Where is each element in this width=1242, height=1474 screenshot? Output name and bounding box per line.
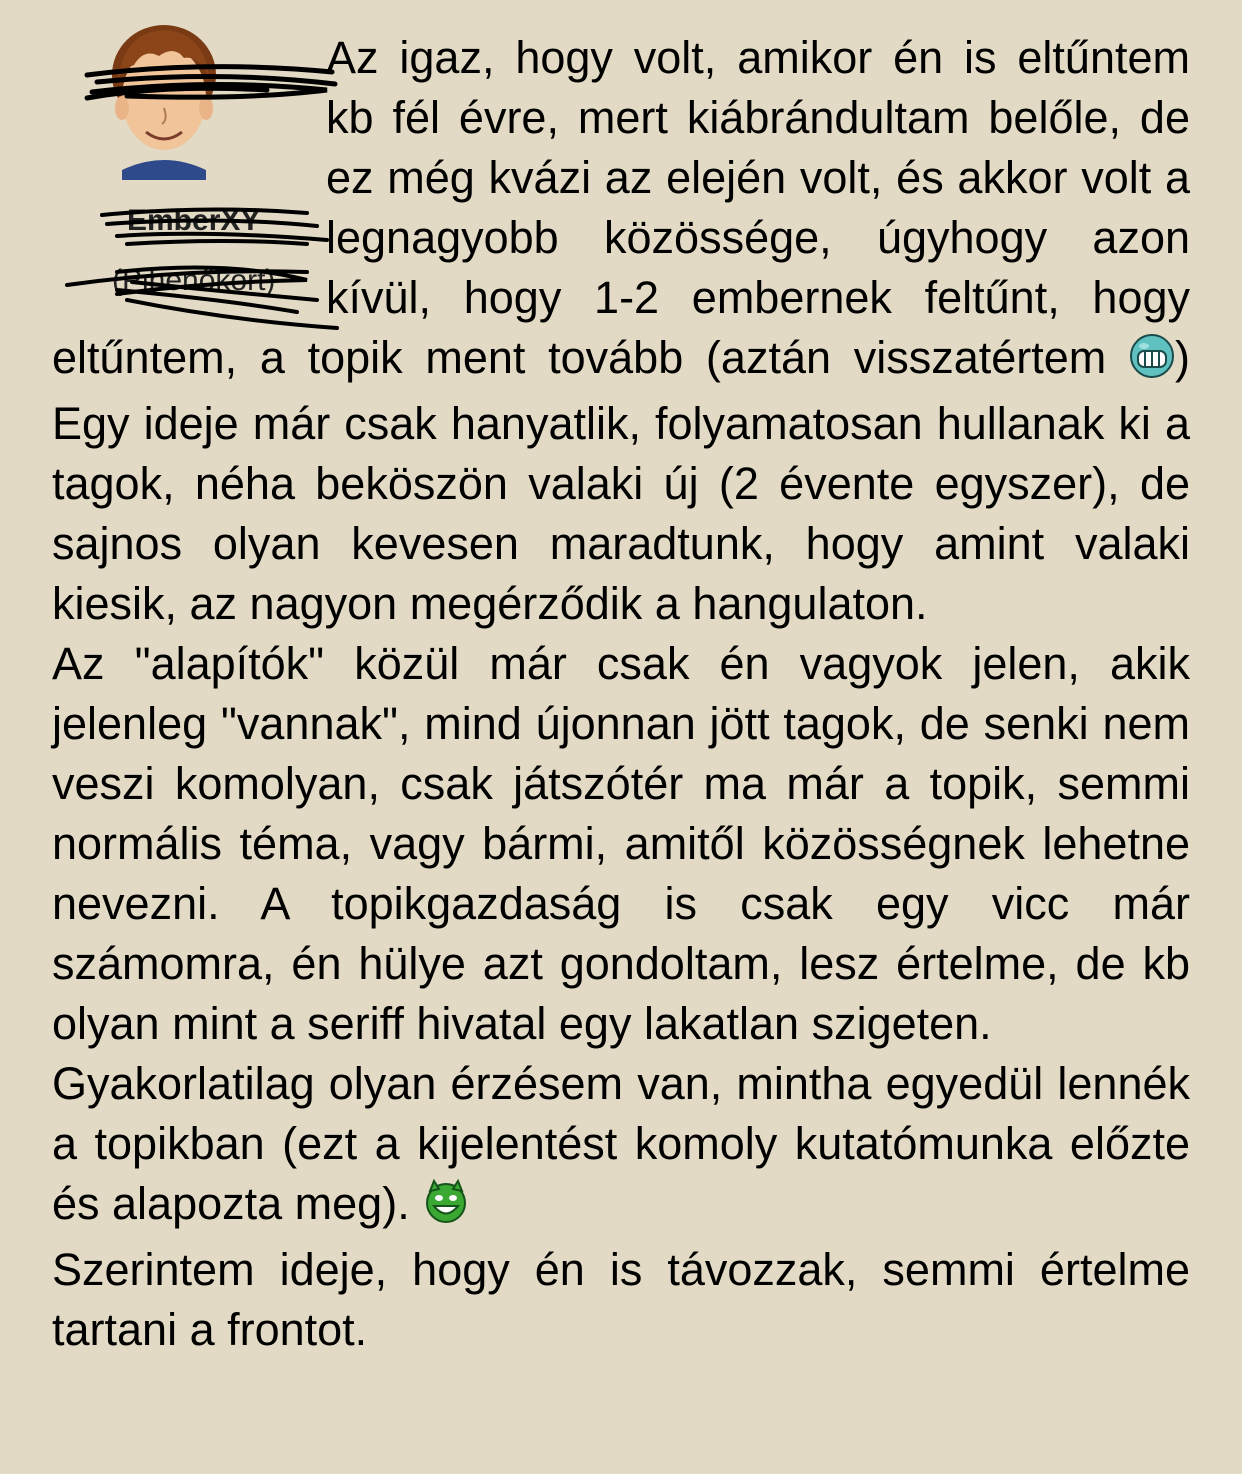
- redaction-scribble: [7, 0, 347, 330]
- grinning-smiley-icon: [1129, 333, 1175, 394]
- forum-post: [52, 28, 1190, 1360]
- post-paragraph-2: Az "alapítók" közül már csak én vagyok jelen, akik jelenleg "vannak", mind újonnan jött tagok, de senki nem veszi komolyan, csak játszótér ma már a topik, semmi normális téma, vagy bármi, amitől közösségnek lehetne nevezni. A topikgazdaság is csak egy vicc már számomra, én hülye azt gondoltam, lesz értelme, de kb olyan mint a seriff hivatal egy lakatlan szigeten.: [52, 638, 1190, 1049]
- post-paragraph-1-end: ) Egy ideje már csak hanyatlik, folyamatosan hullanak ki a tagok, néha beköszön valaki új (2 évente egyszer), de sajnos olyan kevesen maradtunk, hogy amint valaki kiesik, az nagyon megérződik a hangulaton.: [52, 332, 1190, 629]
- post-paragraph-4: Szerintem ideje, hogy én is távozzak, semmi értelme tartani a frontot.: [52, 1244, 1190, 1355]
- devil-smiley-icon: [422, 1177, 470, 1240]
- post-paragraph-1-start: Az igaz, hogy volt, amikor én is eltűntem kb fél évre, mert kiábrándultam belőle, de ez még kvázi az elején volt, és akkor volt a legnagyobb közössége, úgyhogy azon kívül, hogy 1-2 embernek feltűnt, hogy eltűntem, a topik ment tovább (aztán visszatértem: [52, 32, 1190, 383]
- post-paragraph-3: Gyakorlatilag olyan érzésem van, mintha egyedül lennék a topikban (ezt a kijelentést komoly kutatómunka előzte és alapozta meg).: [52, 1058, 1190, 1229]
- poster-name[interactable]: EmberXY: [127, 204, 261, 237]
- poster-rank: (Pihenőkört): [112, 264, 276, 297]
- poster-info: [52, 28, 326, 322]
